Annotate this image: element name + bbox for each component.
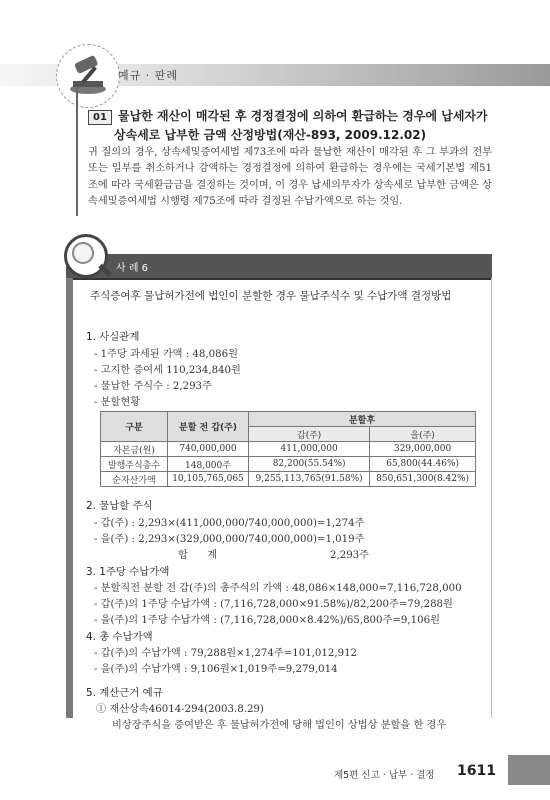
stocks-item: - 을(주) : 2,293×(329,000,000/740,000,000)=1,019주 [94, 534, 365, 545]
table-cell: 65,800(44.46%) [370, 457, 476, 472]
facts-item: - 물납한 주식수 : 2,293주 [94, 381, 212, 392]
per-share-item: - 갑(주)의 1주당 수납가액 : (7,116,728,000×91.58%)/82,200주=79,288원 [94, 599, 453, 610]
basis-item-text: 비상장주식을 증여받은 후 물납허가전에 당해 법인이 상법상 분할을 한 경우 [112, 720, 447, 731]
table-row [101, 472, 476, 487]
table-header-before: 분할 전 갑(주) [168, 412, 249, 442]
magnifier-lens [72, 242, 94, 264]
table-header-a: 갑(주) [249, 427, 370, 442]
case-side-bar [66, 278, 73, 718]
footer-chapter: 제5편 신고 · 납부 · 결정 [334, 770, 435, 781]
footer-tab [508, 755, 550, 785]
table-cell: 850,651,300(8.42%) [370, 472, 476, 487]
table-header-gubun: 구분 [101, 412, 168, 442]
facts-item: - 고지한 증여세 110,234,840원 [94, 365, 241, 376]
table-cell: 발행주식총수 [101, 457, 168, 472]
section-rule [76, 88, 78, 216]
table-cell: 148,000주 [168, 457, 249, 472]
table-cell: 411,000,000 [249, 442, 370, 457]
table-row [101, 442, 476, 457]
basis-heading: 5. 계산근거 예규 [86, 687, 163, 699]
section-body: 귀 질의의 경우, 상속세및증여세법 제73조에 따라 물납한 재산이 매각된 후 그 부과의 전부 또는 일부를 취소하거나 감액하는 경정결정에 의하여 환급하는 경우에는 국세기본법 제51조에 따라 국세환급금을 결정하는 것이며, 이 경우 납세의무자가 상속세로 납부한 금액은 상속세및증여세법 시행령 제75조에 따라 결정된 수납가액으로 하는 것임. [88, 147, 492, 208]
case-right-rule [491, 278, 492, 718]
header-label: 예규 · 판례 [118, 69, 178, 82]
total-heading: 4. 총 수납가액 [86, 631, 153, 643]
section-title-text: 물납한 재산이 매각된 후 경정결정에 의하여 환급하는 경우에 납세자가 상속세로 납부한 금액 산정방법(재산-893, 2009.12.02) [114, 109, 488, 142]
facts-item: - 1주당 과세된 가액 : 48,086원 [94, 349, 238, 360]
facts-item: - 분할현황 [94, 397, 141, 408]
table-cell: 82,200(55.54%) [249, 457, 370, 472]
basis-item: ① 재산상속46014-294(2003.8.29) [96, 704, 264, 715]
total-item: - 을(주)의 수납가액 : 9,106원×1,019주=9,279,014 [94, 664, 338, 675]
page-number: 1611 [457, 763, 496, 779]
split-status-table [100, 411, 476, 487]
gavel-icon [56, 44, 120, 108]
table-cell: 9,255,113,765(91.58%) [249, 472, 370, 487]
per-share-item: - 분할직전 분할 전 갑(주)의 총주식의 가액 : 48,086×148,000=7,116,728,000 [94, 583, 462, 594]
stocks-total-value: 2,293주 [330, 550, 370, 561]
per-share-heading: 3. 1주당 수납가액 [86, 566, 170, 578]
stocks-item: - 갑(주) : 2,293×(411,000,000/740,000,000)=1,274주 [94, 518, 365, 529]
table-header-after: 분할후 [249, 412, 476, 427]
section-number-badge: 01 [88, 110, 112, 125]
facts-heading: 1. 사실관계 [86, 331, 140, 343]
stocks-heading: 2. 물납할 주식 [86, 500, 153, 512]
per-share-item: - 을(주)의 1주당 수납가액 : (7,116,728,000×8.42%)/65,800주=9,106원 [94, 615, 440, 626]
table-header-b: 을(주) [370, 427, 476, 442]
total-item: - 갑(주)의 수납가액 : 79,288원×1,274주=101,012,912 [94, 648, 358, 659]
table-cell: 329,000,000 [370, 442, 476, 457]
case-label: 사 례 6 [116, 263, 149, 274]
case-title: 주식증여후 물납허가전에 법인이 분할한 경우 물납주식수 및 수납가액 결정방법 [90, 290, 452, 302]
section-title [114, 107, 494, 145]
table-row [101, 457, 476, 472]
table-cell: 740,000,000 [168, 442, 249, 457]
table-cell: 10,105,765,065 [168, 472, 249, 487]
table-cell: 자본금(원) [101, 442, 168, 457]
table-cell: 순자산가액 [101, 472, 168, 487]
stocks-total-label: 합 계 [178, 550, 218, 561]
